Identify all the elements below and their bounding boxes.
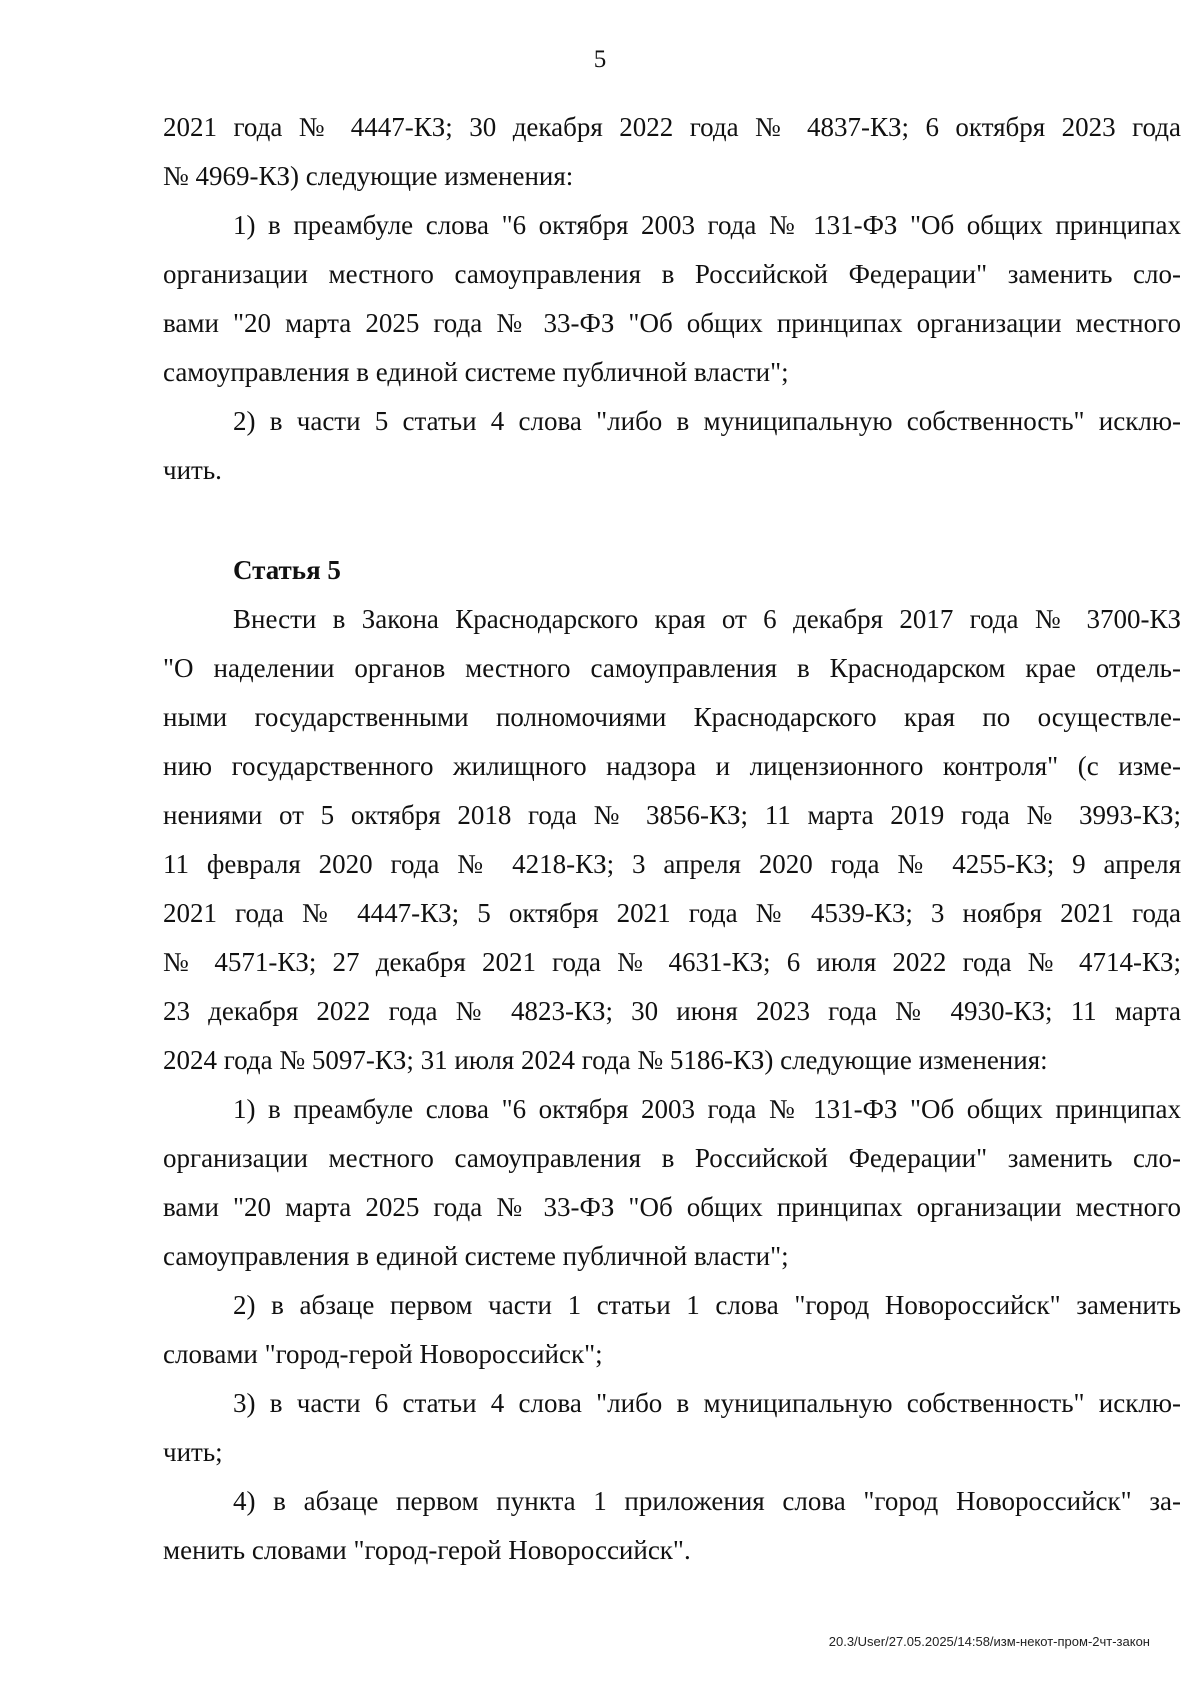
article-heading: Статья 5 [233,555,341,585]
text-line: 2) в абзаце первом части 1 статьи 1 слова "город Новороссийск" заменить [233,1290,1181,1320]
text-line: Внести в Закона Краснодарского края от 6 декабря 2017 года № 3700-КЗ [233,604,1181,634]
text-line: 2021 года № 4447-КЗ; 30 декабря 2022 года № 4837-КЗ; 6 октября 2023 года [163,112,1181,142]
text-line: 4) в абзаце первом пункта 1 приложения слова "город Новороссийск" за- [233,1486,1181,1516]
text-line: № 4969-КЗ) следующие изменения: [163,161,574,191]
article4-continuation [163,103,1181,495]
text-line: организации местного самоуправления в Российской Федерации" заменить сло- [163,1143,1181,1173]
text-line: 11 февраля 2020 года № 4218-КЗ; 3 апреля 2020 года № 4255-КЗ; 9 апреля [163,849,1181,879]
text-line: 2024 года № 5097-КЗ; 31 июля 2024 года № 5186-КЗ) следующие изменения: [163,1045,1048,1075]
text-line: ными государственными полномочиями Краснодарского края по осуществле- [163,702,1181,732]
text-line: словами "город-герой Новороссийск"; [163,1339,603,1369]
page-number: 5 [593,46,607,73]
text-line: нию государственного жилищного надзора и лицензионного контроля" (с изме- [163,751,1181,781]
article5-section [163,546,1181,595]
text-line: 1) в преамбуле слова "6 октября 2003 года № 131-ФЗ "Об общих принципах [233,1094,1181,1124]
text-line: чить; [163,1437,223,1467]
text-line: нениями от 5 октября 2018 года № 3856-КЗ; 11 марта 2019 года № 3993-КЗ; [163,800,1181,830]
text-line: № 4571-КЗ; 27 декабря 2021 года № 4631-КЗ; 6 июля 2022 года № 4714-КЗ; [163,947,1181,977]
text-line: 2) в части 5 статьи 4 слова "либо в муниципальную собственность" исклю- [233,406,1181,436]
text-line: 2021 года № 4447-КЗ; 5 октября 2021 года № 4539-КЗ; 3 ноября 2021 года [163,898,1181,928]
text-line: вами "20 марта 2025 года № 33-ФЗ "Об общих принципах организации местного [163,308,1181,338]
document-footer-stamp: 20.3/User/27.05.2025/14:58/изм-некот-пром-2чт-закон [828,1634,1150,1649]
text-line: самоуправления в единой системе публичной власти"; [163,1241,789,1271]
text-line: 23 декабря 2022 года № 4823-КЗ; 30 июня 2023 года № 4930-КЗ; 11 марта [163,996,1181,1026]
text-line: чить. [163,455,222,485]
text-line: "О наделении органов местного самоуправления в Краснодарском крае отдель- [163,653,1181,683]
text-line: вами "20 марта 2025 года № 33-ФЗ "Об общих принципах организации местного [163,1192,1181,1222]
text-line: 1) в преамбуле слова "6 октября 2003 года № 131-ФЗ "Об общих принципах [233,210,1181,240]
text-line: менить словами "город-герой Новороссийск". [163,1535,691,1565]
text-line: 3) в части 6 статьи 4 слова "либо в муниципальную собственность" исклю- [233,1388,1181,1418]
text-line: организации местного самоуправления в Российской Федерации" заменить сло- [163,259,1181,289]
text-line: самоуправления в единой системе публичной власти"; [163,357,789,387]
article5-body [163,595,1181,1575]
